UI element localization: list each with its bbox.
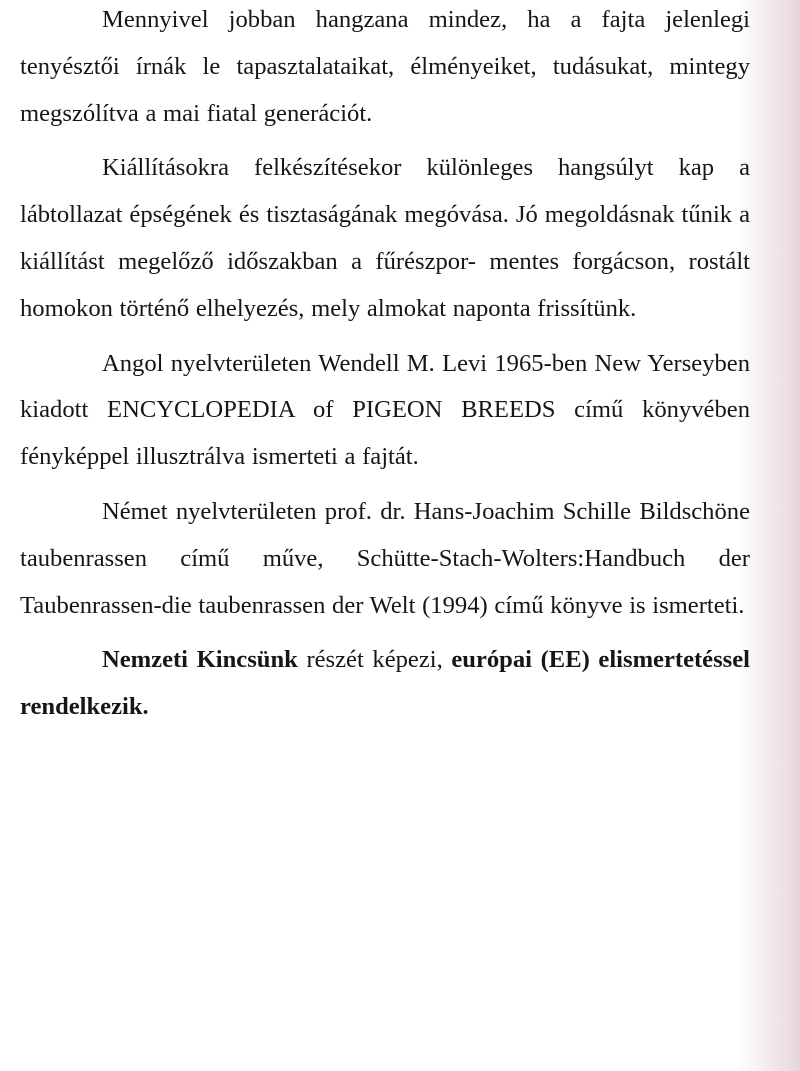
national-treasure-bold: Nemzeti Kincsünk — [102, 646, 298, 674]
european-recognition-bold: európai (EE) elismertetéssel rendelkezik. — [20, 646, 750, 721]
paragraph-english-literature: Angol nyelvterületen Wendell M. Levi 1965-ben New Yerseyben kiadott ENCYCLOPEDIA of PIGEON BREEDS című könyvében fényképpel illusztrálva ismerteti a fajtát. — [20, 349, 750, 471]
paragraph-breeders: Mennyivel jobban hangzana mindez, ha a fajta jelenlegi tenyésztői írnák le tapasztalataikat, élményeiket, tudásukat, mintegy megszólítva a mai fiatal generációt. — [20, 6, 750, 127]
paragraph-national-treasure — [20, 637, 750, 731]
paragraph-exhibition: Kiállításokra felkészítésekor különleges hangsúlyt kap a lábtollazat épségének és tisztaságának megóvása. Jó megoldásnak tűnik a kiállítást megelőző időszakban a fűrészpor- mentes forgácson, rostált homokon történő elhelyezés, mely almokat naponta frissítünk. — [20, 154, 750, 322]
paragraph-german-literature: Német nyelvterületen prof. dr. Hans-Joachim Schille Bildschöne taubenrassen című műve, Schütte-Stach-Wolters:Handbuch der Taubenrassen-die taubenrassen der Welt (1994) című könyve is ismerteti. — [20, 497, 750, 619]
national-treasure-plain: részét képezi, — [297, 646, 452, 674]
body-text — [20, 0, 750, 739]
